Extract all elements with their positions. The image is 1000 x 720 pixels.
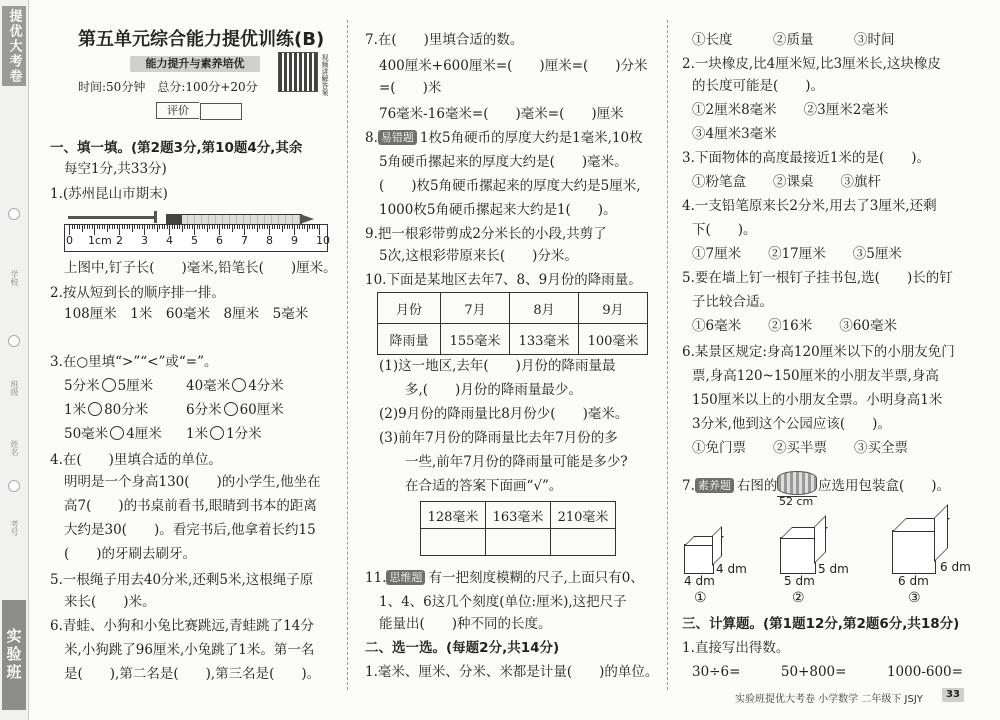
ruler-tick bbox=[264, 225, 265, 229]
box-3 bbox=[892, 530, 936, 574]
q11-tag: 思维题 bbox=[386, 570, 425, 585]
ruler-tick bbox=[279, 225, 280, 229]
sidebar-field-class: 班级 bbox=[10, 380, 19, 396]
s2q7-line bbox=[682, 476, 777, 496]
ruler-tick bbox=[149, 225, 150, 229]
ruler-tick bbox=[84, 225, 85, 229]
ruler-tick bbox=[124, 225, 125, 229]
ruler-number: 3 bbox=[141, 234, 148, 247]
ruler-tick bbox=[129, 225, 130, 229]
table-row bbox=[378, 324, 648, 355]
section1-heading: 一、填一填。(第2题3分,第10题4分,其余 bbox=[50, 140, 303, 156]
q7-line: 76毫米-16毫米=( )毫米=( )厘米 bbox=[379, 106, 624, 122]
nail-head bbox=[154, 211, 157, 223]
ruler-tick bbox=[177, 225, 178, 229]
q10-line: 在合适的答案下面画“√”。 bbox=[405, 478, 563, 494]
q11-line: 1、4、6这几个刻度(单位:厘米),这把尺子 bbox=[379, 594, 627, 610]
subtitle-banner: 能力提升与素养培优 bbox=[130, 56, 260, 72]
ruler-tick bbox=[222, 225, 223, 229]
ruler-tick bbox=[307, 225, 308, 232]
page-title: 第五单元综合能力提优训练(B) bbox=[78, 29, 325, 50]
table-cell: 100毫米 bbox=[579, 324, 648, 355]
ruler-tick bbox=[154, 225, 155, 229]
q8-line: 5角硬币摞起来的厚度大约是( )毫米。 bbox=[379, 154, 628, 170]
q4-line: ( )的牙刷去刷牙。 bbox=[64, 546, 197, 562]
ruler-tick bbox=[182, 225, 183, 232]
s2q6-line: 票,身高120~150厘米的小朋友半票,身高 bbox=[692, 368, 939, 384]
ruler-tick bbox=[284, 225, 285, 229]
ruler-tick bbox=[224, 225, 225, 229]
sidebar-title: 提优大考卷 bbox=[2, 6, 26, 86]
q8-line: ( )枚5角硬币摞起来的厚度大约是5厘米, bbox=[379, 178, 641, 194]
ruler-tick bbox=[134, 225, 135, 229]
s2q1-options: ①长度 ②质量 ③时间 bbox=[692, 32, 895, 48]
ruler-tick bbox=[229, 225, 230, 229]
column-divider bbox=[667, 20, 668, 690]
answer-cell[interactable] bbox=[551, 529, 616, 556]
ruler-tick bbox=[252, 225, 253, 229]
q4-line: 高7( )的书桌前看书,眼睛到书本的距离 bbox=[64, 498, 317, 514]
ruler-tick bbox=[157, 225, 158, 232]
box-1 bbox=[684, 544, 714, 574]
q3-comparison-right bbox=[186, 400, 284, 420]
q7-label: 7.在( )里填合适的数。 bbox=[365, 32, 524, 48]
q3-value: 60厘米 bbox=[239, 402, 284, 418]
q3-value: 50毫米 bbox=[64, 426, 109, 442]
ruler-tick bbox=[132, 225, 133, 232]
ruler-tick bbox=[262, 225, 263, 229]
s3q1-label: 1.直接写出得数。 bbox=[682, 640, 790, 656]
compare-circle[interactable] bbox=[102, 378, 116, 392]
table-cell: 128毫米 bbox=[421, 502, 486, 529]
q11-line: 能量出( )种不同的长度。 bbox=[379, 616, 552, 632]
s2q4-line: 4.一支铅笔原来长2分米,用去了3厘米,还剩 bbox=[682, 198, 937, 214]
q3-label: 3.在○里填“>”“<”或“=”。 bbox=[50, 354, 218, 370]
ruler-tick bbox=[289, 225, 290, 229]
box-2-width: 5 dm bbox=[784, 574, 815, 588]
q3-value: 4分米 bbox=[248, 378, 284, 394]
ruler-tick bbox=[227, 225, 228, 229]
s2q5-line: ①6毫米 ②16米 ③60毫米 bbox=[692, 318, 897, 334]
table-cell: 210毫米 bbox=[551, 502, 616, 529]
answer-cell[interactable] bbox=[421, 529, 486, 556]
ruler-tick bbox=[89, 225, 90, 229]
s2q2-line: ③4厘米3毫米 bbox=[692, 126, 777, 142]
table-cell: 8月 bbox=[510, 293, 579, 324]
binding-hole bbox=[8, 208, 20, 220]
eval-box[interactable] bbox=[200, 103, 242, 120]
s2q3-line: 3.下面物体的高度最接近1米的是( )。 bbox=[682, 150, 931, 166]
q3-comparison-left bbox=[64, 376, 153, 396]
ruler-tick bbox=[292, 225, 293, 229]
q9-line: 5次,这根彩带原来长( )分米。 bbox=[379, 248, 578, 264]
table-cell: 163毫米 bbox=[486, 502, 551, 529]
s2q2-line: 的长度可能是( )。 bbox=[692, 78, 825, 94]
ruler-tick bbox=[254, 225, 255, 229]
exam-meta: 时间:50分钟 总分:100分+20分 bbox=[78, 80, 258, 94]
q8-tag: 易错题 bbox=[378, 130, 417, 145]
ruler-tick bbox=[247, 225, 248, 229]
sidebar-brand: 实验班 bbox=[2, 600, 26, 710]
section1-heading-cont: 每空1分,共33分) bbox=[64, 161, 167, 177]
table-cell: 133毫米 bbox=[510, 324, 579, 355]
q8-line: 1000枚5角硬币摞起来大约是1( )。 bbox=[379, 202, 617, 218]
q10-line: (1)这一地区,去年( )月份的降雨量最 bbox=[379, 358, 616, 374]
s2q3-line: ①粉笔盒 ②课桌 ③旗杆 bbox=[692, 174, 881, 190]
ruler-tick bbox=[197, 225, 198, 229]
sidebar-field-school: 学校 bbox=[10, 270, 19, 286]
q3-comparison-left bbox=[64, 424, 162, 444]
s2q4-line: ①7厘米 ②17厘米 ③5厘米 bbox=[692, 246, 902, 262]
q11-line: 11. 思维题 有一把刻度模糊的尺子,上面只有0、 bbox=[365, 570, 644, 586]
ruler-number: 5 bbox=[191, 234, 198, 247]
ruler-tick bbox=[304, 225, 305, 229]
ruler-tick bbox=[92, 225, 93, 229]
q6-line: 是( ),第二名是( ),第三名是( )。 bbox=[64, 666, 321, 682]
q2-label: 2.按从短到长的顺序排一排。 bbox=[50, 285, 225, 301]
ruler-tick bbox=[272, 225, 273, 229]
table-row bbox=[378, 293, 648, 324]
ruler-tick bbox=[99, 225, 100, 229]
table-cell: 降雨量 bbox=[378, 324, 441, 355]
ruler-tick bbox=[74, 225, 75, 229]
table-cell: 9月 bbox=[579, 293, 648, 324]
ruler-tick bbox=[214, 225, 215, 229]
compare-circle[interactable] bbox=[88, 402, 102, 416]
q3-comparison-left bbox=[64, 400, 148, 420]
ruler-tick bbox=[249, 225, 250, 229]
s2q1-text: 1.毫米、厘米、分米、米都是计量( )的单位。 bbox=[365, 664, 659, 680]
q3-value: 1米 bbox=[186, 426, 209, 442]
q8-line: 8. 易错题 1枚5角硬币的厚度大约是1毫米,10枚 bbox=[365, 130, 643, 146]
ruler-tick bbox=[232, 225, 233, 232]
ruler-number: 6 bbox=[216, 234, 223, 247]
ruler-tick bbox=[167, 225, 168, 229]
ruler-tick bbox=[287, 225, 288, 229]
compare-circle[interactable] bbox=[210, 426, 224, 440]
q3-value: 4厘米 bbox=[126, 426, 162, 442]
box-1-label: ① bbox=[694, 590, 707, 606]
ruler-tick bbox=[139, 225, 140, 229]
column-divider bbox=[347, 20, 348, 690]
ruler-tick bbox=[217, 225, 218, 229]
s2q6-line: ①免门票 ②买半票 ③买全票 bbox=[692, 440, 908, 456]
nail-figure bbox=[68, 216, 156, 219]
s2q6-line: 3分米,他到这个公园应该( )。 bbox=[692, 416, 891, 432]
ruler-tick bbox=[122, 225, 123, 229]
ruler-tick bbox=[127, 225, 128, 229]
compare-circle[interactable] bbox=[110, 426, 124, 440]
q3-comparison-right bbox=[186, 424, 262, 444]
q10-line: (2)9月份的降雨量比8月份少( )毫米。 bbox=[379, 406, 629, 422]
answer-cell[interactable] bbox=[486, 529, 551, 556]
ruler-tick bbox=[102, 225, 103, 229]
s2q5-line: 子比较合适。 bbox=[692, 294, 773, 310]
box-2-height: 5 dm bbox=[818, 562, 849, 576]
q3-value: 6分米 bbox=[186, 402, 222, 418]
q1-label: 1.(苏州昆山市期末) bbox=[50, 186, 168, 202]
ruler-tick bbox=[239, 225, 240, 229]
q1-text: 上图中,钉子长( )毫米,铅笔长( )厘米。 bbox=[64, 260, 337, 276]
q10-line: (3)前年7月份的降雨量比去年7月份的多 bbox=[379, 430, 618, 446]
q7-line: 400厘米+600厘米=( )厘米=( )分米 bbox=[379, 58, 648, 74]
s2q2-line: 2.一块橡皮,比4厘米短,比3厘米长,这块橡皮 bbox=[682, 56, 941, 72]
ruler-number: 7 bbox=[241, 234, 248, 247]
box-3-height: 6 dm bbox=[940, 560, 971, 574]
s2q6-line: 6.某景区规定:身高120厘米以下的小朋友免门 bbox=[682, 344, 955, 360]
q5-line: 5.一根绳子用去40分米,还剩5米,这根绳子原 bbox=[50, 572, 314, 588]
s2q2-line: ①2厘米8毫米 ②3厘米2毫米 bbox=[692, 102, 889, 118]
box-3-label: ③ bbox=[908, 590, 921, 606]
box-3-side bbox=[934, 504, 948, 562]
q3-value: 80分米 bbox=[104, 402, 149, 418]
ruler-number: 1cm bbox=[88, 234, 112, 247]
ruler-tick bbox=[312, 225, 313, 229]
ruler-tick bbox=[152, 225, 153, 229]
ruler-tick bbox=[174, 225, 175, 229]
q3-value: 40毫米 bbox=[186, 378, 231, 394]
ruler-tick bbox=[274, 225, 275, 229]
ruler-tick bbox=[147, 225, 148, 229]
ruler-tick bbox=[259, 225, 260, 229]
ruler-tick bbox=[282, 225, 283, 232]
binding-hole bbox=[8, 335, 20, 347]
section3-heading: 三、计算题。(第1题12分,第2题6分,共18分) bbox=[682, 616, 960, 632]
s2q7-text-a: 右图的 bbox=[736, 478, 778, 494]
ruler-tick bbox=[137, 225, 138, 229]
pencil-tip bbox=[300, 214, 314, 224]
ruler-tick bbox=[164, 225, 165, 229]
table-cell: 155毫米 bbox=[441, 324, 510, 355]
ruler-tick bbox=[112, 225, 113, 229]
box-3-width: 6 dm bbox=[898, 574, 929, 588]
ruler-tick bbox=[204, 225, 205, 229]
ruler-tick bbox=[237, 225, 238, 229]
q6-line: 米,小狗跳了96厘米,小兔跳了1米。第一名 bbox=[64, 642, 315, 658]
ruler-tick bbox=[109, 225, 110, 229]
q3-value: 5分米 bbox=[64, 378, 100, 394]
ruler-tick bbox=[179, 225, 180, 229]
ruler-tick bbox=[297, 225, 298, 229]
ruler-tick bbox=[314, 225, 315, 229]
ruler-tick bbox=[234, 225, 235, 229]
ruler-tick bbox=[299, 225, 300, 229]
ruler bbox=[64, 224, 328, 252]
ruler-tick bbox=[117, 225, 118, 229]
ruler-tick bbox=[207, 225, 208, 232]
page-number: 33 bbox=[942, 688, 964, 702]
q10-line: 一些,前年7月份的降雨量可能是多少? bbox=[405, 454, 628, 470]
sidebar-field-id: 考号 bbox=[10, 520, 19, 536]
q10-label: 10.下面是某地区去年7、8、9月份的降雨量。 bbox=[365, 272, 642, 288]
ruler-tick bbox=[267, 225, 268, 229]
q9-line: 9.把一根彩带剪成2分米长的小段,共剪了 bbox=[365, 226, 607, 242]
ruler-tick bbox=[209, 225, 210, 229]
ruler-tick bbox=[77, 225, 78, 229]
ruler-tick bbox=[72, 225, 73, 229]
q3-value: 1米 bbox=[64, 402, 87, 418]
ruler-tick bbox=[277, 225, 278, 229]
ruler-number: 9 bbox=[291, 234, 298, 247]
section2-heading: 二、选一选。(每题2分,共14分) bbox=[365, 640, 560, 656]
q5-line: 来长( )米。 bbox=[64, 594, 156, 610]
ruler-number: 2 bbox=[116, 234, 123, 247]
s3q1-items: 30÷6= 50+800= 1000-600= bbox=[692, 664, 963, 680]
ruler-tick bbox=[302, 225, 303, 229]
q10-line: 多,( )月份的降雨量最少。 bbox=[405, 382, 582, 398]
ruler-tick bbox=[257, 225, 258, 232]
box-1-side bbox=[712, 526, 722, 566]
ruler-tick bbox=[87, 225, 88, 229]
ruler-tick bbox=[192, 225, 193, 229]
box-1-height: 4 dm bbox=[716, 562, 747, 576]
s2q4-line: 下( )。 bbox=[692, 222, 757, 238]
sidebar bbox=[0, 0, 29, 720]
ruler-tick bbox=[82, 225, 83, 232]
q8-text: 1枚5角硬币的厚度大约是1毫米,10枚 bbox=[419, 130, 643, 146]
s2q7-tag: 素养题 bbox=[695, 478, 734, 493]
ruler-tick bbox=[104, 225, 105, 229]
table-row bbox=[421, 502, 616, 529]
qr-label: 视频讲解答案 bbox=[321, 54, 329, 96]
rainfall-table bbox=[377, 292, 648, 355]
eval-label: 评价 bbox=[156, 102, 199, 119]
table-cell: 7月 bbox=[441, 293, 510, 324]
ruler-tick bbox=[199, 225, 200, 229]
s2q7-number: 7. bbox=[682, 478, 695, 494]
ruler-tick bbox=[187, 225, 188, 229]
ruler-number: 4 bbox=[166, 234, 173, 247]
sidebar-field-name: 姓名 bbox=[10, 440, 19, 456]
q6-line: 6.青蛙、小狗和小兔比赛跳远,青蛙跳了14分 bbox=[50, 618, 314, 634]
qr-code-icon[interactable] bbox=[278, 52, 318, 92]
s2q5-line: 5.要在墙上钉一根钉子挂书包,选( )长的钉 bbox=[682, 270, 953, 286]
answer-table bbox=[420, 501, 616, 556]
footer-text: 实验班提优大考卷 小学数学 二年级下 JSJY bbox=[735, 694, 923, 705]
ruler-tick bbox=[79, 225, 80, 229]
box-2-label: ② bbox=[792, 590, 805, 606]
binding-hole bbox=[8, 480, 20, 492]
box-2-side bbox=[814, 515, 826, 564]
ruler-number: 8 bbox=[266, 234, 273, 247]
ruler-tick bbox=[317, 225, 318, 229]
ruler-tick bbox=[142, 225, 143, 229]
ruler-tick bbox=[189, 225, 190, 229]
ruler-tick bbox=[309, 225, 310, 229]
ruler-tick bbox=[242, 225, 243, 229]
ruler-number: 0 bbox=[66, 234, 73, 247]
compare-circle[interactable] bbox=[232, 378, 246, 392]
box-2 bbox=[780, 537, 816, 574]
cake-width-label: 52 cm bbox=[779, 495, 814, 508]
ruler-tick bbox=[202, 225, 203, 229]
box-1-width: 4 dm bbox=[684, 574, 715, 588]
ruler-tick bbox=[97, 225, 98, 229]
s2q7-text-b: 应选用包装盒( )。 bbox=[818, 478, 951, 494]
ruler-tick bbox=[107, 225, 108, 232]
table-cell: 月份 bbox=[378, 293, 441, 324]
compare-circle[interactable] bbox=[224, 402, 238, 416]
s2q6-line: 150厘米以上的小朋友全票。小明身高1米 bbox=[692, 392, 943, 408]
ruler-tick bbox=[212, 225, 213, 229]
ruler-tick bbox=[114, 225, 115, 229]
ruler-tick bbox=[159, 225, 160, 229]
q3-value: 1分米 bbox=[226, 426, 262, 442]
q4-line: 大约是30( )。看完书后,他拿着长约15 bbox=[64, 522, 316, 538]
ruler-tick bbox=[172, 225, 173, 229]
q4-label: 4.在( )里填合适的单位。 bbox=[50, 452, 222, 468]
q3-value: 5厘米 bbox=[117, 378, 154, 394]
q11-text: 有一把刻度模糊的尺子,上面只有0、 bbox=[428, 570, 644, 586]
q2-items: 108厘米 1米 60毫米 8厘米 5毫米 bbox=[64, 306, 309, 322]
ruler-tick bbox=[162, 225, 163, 229]
q7-line: =( )米 bbox=[379, 80, 442, 96]
q4-line: 明明是一个身高130( )的小学生,他坐在 bbox=[64, 474, 321, 490]
q3-comparison-right bbox=[186, 376, 284, 396]
ruler-tick bbox=[184, 225, 185, 229]
table-row bbox=[421, 529, 616, 556]
ruler-number: 10 bbox=[316, 234, 330, 247]
